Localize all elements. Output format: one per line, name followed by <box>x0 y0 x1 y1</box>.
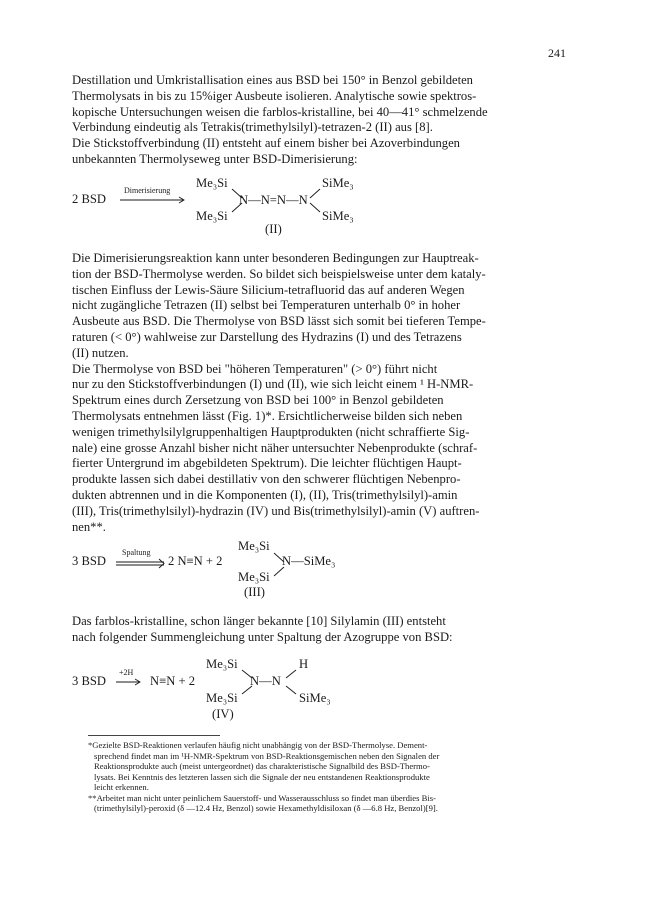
substituent-top: Me₃Si <box>238 539 270 553</box>
text-line: nen**. <box>72 519 106 534</box>
text-line: Spektrum eines durch Zersetzung von BSD bei 100° in Benzol gebildeten <box>72 393 444 408</box>
footnote-line: **Arbeitet man nicht unter peinlichem Sauerstoff- und Wasserausschluss so findet man überdies Bis- <box>88 792 436 803</box>
text-line: Die Thermolyse von BSD bei "höheren Temperaturen" (> 0°) führt nicht <box>72 361 438 376</box>
text-line: (II) nutzen. <box>72 345 129 360</box>
tetrazene-chain: N—N=N—N <box>239 193 308 207</box>
scheme-2-lines <box>72 538 372 608</box>
text-line: nach folgender Summengleichung unter Spaltung der Azogruppe von BSD: <box>72 629 453 644</box>
amine-center: N—SiMe₃ <box>282 554 336 568</box>
footnote-line: lysats. Bei Kenntnis des letzteren lassen sich die Signale der neu entstandenen Reaktionsprodukte <box>94 771 430 782</box>
substituent-bottom-right: SiMe₃ <box>299 691 331 705</box>
substituent-top-right: SiMe₃ <box>322 176 354 190</box>
text-line: Die Dimerisierungsreaktion kann unter besonderen Bedingungen zur Hauptreak- <box>72 251 479 265</box>
paragraph-3 <box>72 614 592 646</box>
text-line: Ausbeute aus BSD. Die Thermolyse von BSD lässt sich somit bei tieferen Tempe- <box>72 314 486 329</box>
text-line: Verbindung eindeutig als Tetrakis(trimethylsilyl)-tetrazen-2 (II) aus [8]. <box>72 120 433 135</box>
footnote-line: leicht erkennen. <box>94 782 149 792</box>
substituent-top-left: Me₃Si <box>206 657 238 671</box>
text-line: fierter Untergrund im abgebildeten Spektrum). Die leichter flüchtigen Haupt- <box>72 456 462 471</box>
compound-label: (III) <box>244 585 265 599</box>
text-line: dukten abtrennen und in die Komponenten (I), (II), Tris(trimethylsilyl)-amin <box>72 487 458 502</box>
footnotes <box>88 740 568 814</box>
text-line: Thermolysats in bis zu 15%iger Ausbeute isolieren. Analytische sowie spektros- <box>72 88 477 103</box>
text-line: unbekannten Thermolyseweg unter BSD-Dimerisierung: <box>72 151 358 166</box>
text-line: Destillation und Umkristallisation eines aus BSD bei 150° in Benzol gebildeten <box>72 73 473 87</box>
text-line: Das farblos-kristalline, schon länger bekannte [10] Silylamin (III) entsteht <box>72 614 446 628</box>
text-line: (III), Tris(trimethylsilyl)-hydrazin (IV) und Bis(trimethylsilyl)-amin (V) auftren- <box>72 503 480 518</box>
text-line: Thermolysats entnehmen lässt (Fig. 1)*. Ersichtlicherweise bilden sich neben <box>72 408 463 423</box>
hydrazine-center: N—N <box>250 674 281 688</box>
text-line: tion der BSD-Thermolyse werden. So bildet sich beispielsweise unter dem kataly- <box>72 266 486 281</box>
substituent-bottom-right: SiMe₃ <box>322 209 354 223</box>
arrow-label: +2H <box>119 668 134 677</box>
arrow-label: Dimerisierung <box>124 186 171 195</box>
products-label: 2 N≡N + 2 <box>168 554 223 568</box>
text-line: kopische Untersuchungen weisen die farblos-kristalline, bei 40—41° schmelzende <box>72 104 488 119</box>
products-label: N≡N + 2 <box>150 674 195 688</box>
reaction-scheme-hydrazine <box>72 656 592 726</box>
compound-label: (II) <box>265 222 282 236</box>
footnote-separator <box>88 735 220 736</box>
substituent-bottom-left: Me₃Si <box>196 209 228 223</box>
footnote-line: sprechend findet man im ¹H-NMR-Spektrum von BSD-Reaktionsgemischen neben den Signalen der <box>94 750 440 761</box>
substituent-top-right: H <box>299 657 309 671</box>
text-line: wenigen trimethylsilylgruppenhaltigen Hauptprodukten (nicht schraffierte Sig- <box>72 424 470 439</box>
text-line: nur zu den Stickstoffverbindungen (I) und (II), wie sich leicht einem ¹ H-NMR- <box>72 377 474 392</box>
paragraph-2 <box>72 251 592 535</box>
compound-label: (IV) <box>212 707 234 721</box>
text-line: nicht zugängliche Tetrazen (II) selbst bei Temperaturen unterhalb 0° in hoher <box>72 298 461 313</box>
reactant-label: 2 BSD <box>72 192 106 206</box>
reactant-label: 3 BSD <box>72 674 106 688</box>
footnote-line: *Gezielte BSD-Reaktionen verlaufen häufig nicht unabhängig von der BSD-Thermolyse. Dement- <box>88 740 428 750</box>
footnote-line: Reaktionsprodukte auch (meist untergeordnet) das charakteristische Signalbild des BSD-Thermo- <box>94 761 430 771</box>
text-line: nale) eine grosse Anzahl bisher nicht näher untersuchter Nebenprodukte (schraf- <box>72 440 478 455</box>
reaction-scheme-dimerisation <box>72 172 592 242</box>
page-number: 241 <box>548 46 566 60</box>
text-line: produkte lassen sich dabei destillativ von den schwerer flüchtigen Nebenpro- <box>72 472 461 487</box>
text-line: Die Stickstoffverbindung (II) entsteht auf einem bisher bei Azoverbindungen <box>72 136 460 151</box>
arrow-label: Spaltung <box>122 548 151 557</box>
substituent-bottom-left: Me₃Si <box>206 691 238 705</box>
paragraph-1 <box>72 73 592 168</box>
substituent-top-left: Me₃Si <box>196 176 228 190</box>
text-line: raturen (< 0°) wahlweise zur Darstellung des Hydrazins (I) und des Tetrazens <box>72 329 462 344</box>
reaction-scheme-cleavage <box>72 538 592 608</box>
footnote-line: (trimethylsilyl)-peroxid (δ —12.4 Hz, Benzol) sowie Hexamethyldisiloxan (δ —6.8 Hz, Benzol)[9]. <box>94 803 438 813</box>
text-line: tischen Einfluss der Lewis-Säure Silicium-tetrafluorid das auf anderen Wegen <box>72 282 465 297</box>
substituent-bottom: Me₃Si <box>238 570 270 584</box>
reactant-label: 3 BSD <box>72 554 106 568</box>
